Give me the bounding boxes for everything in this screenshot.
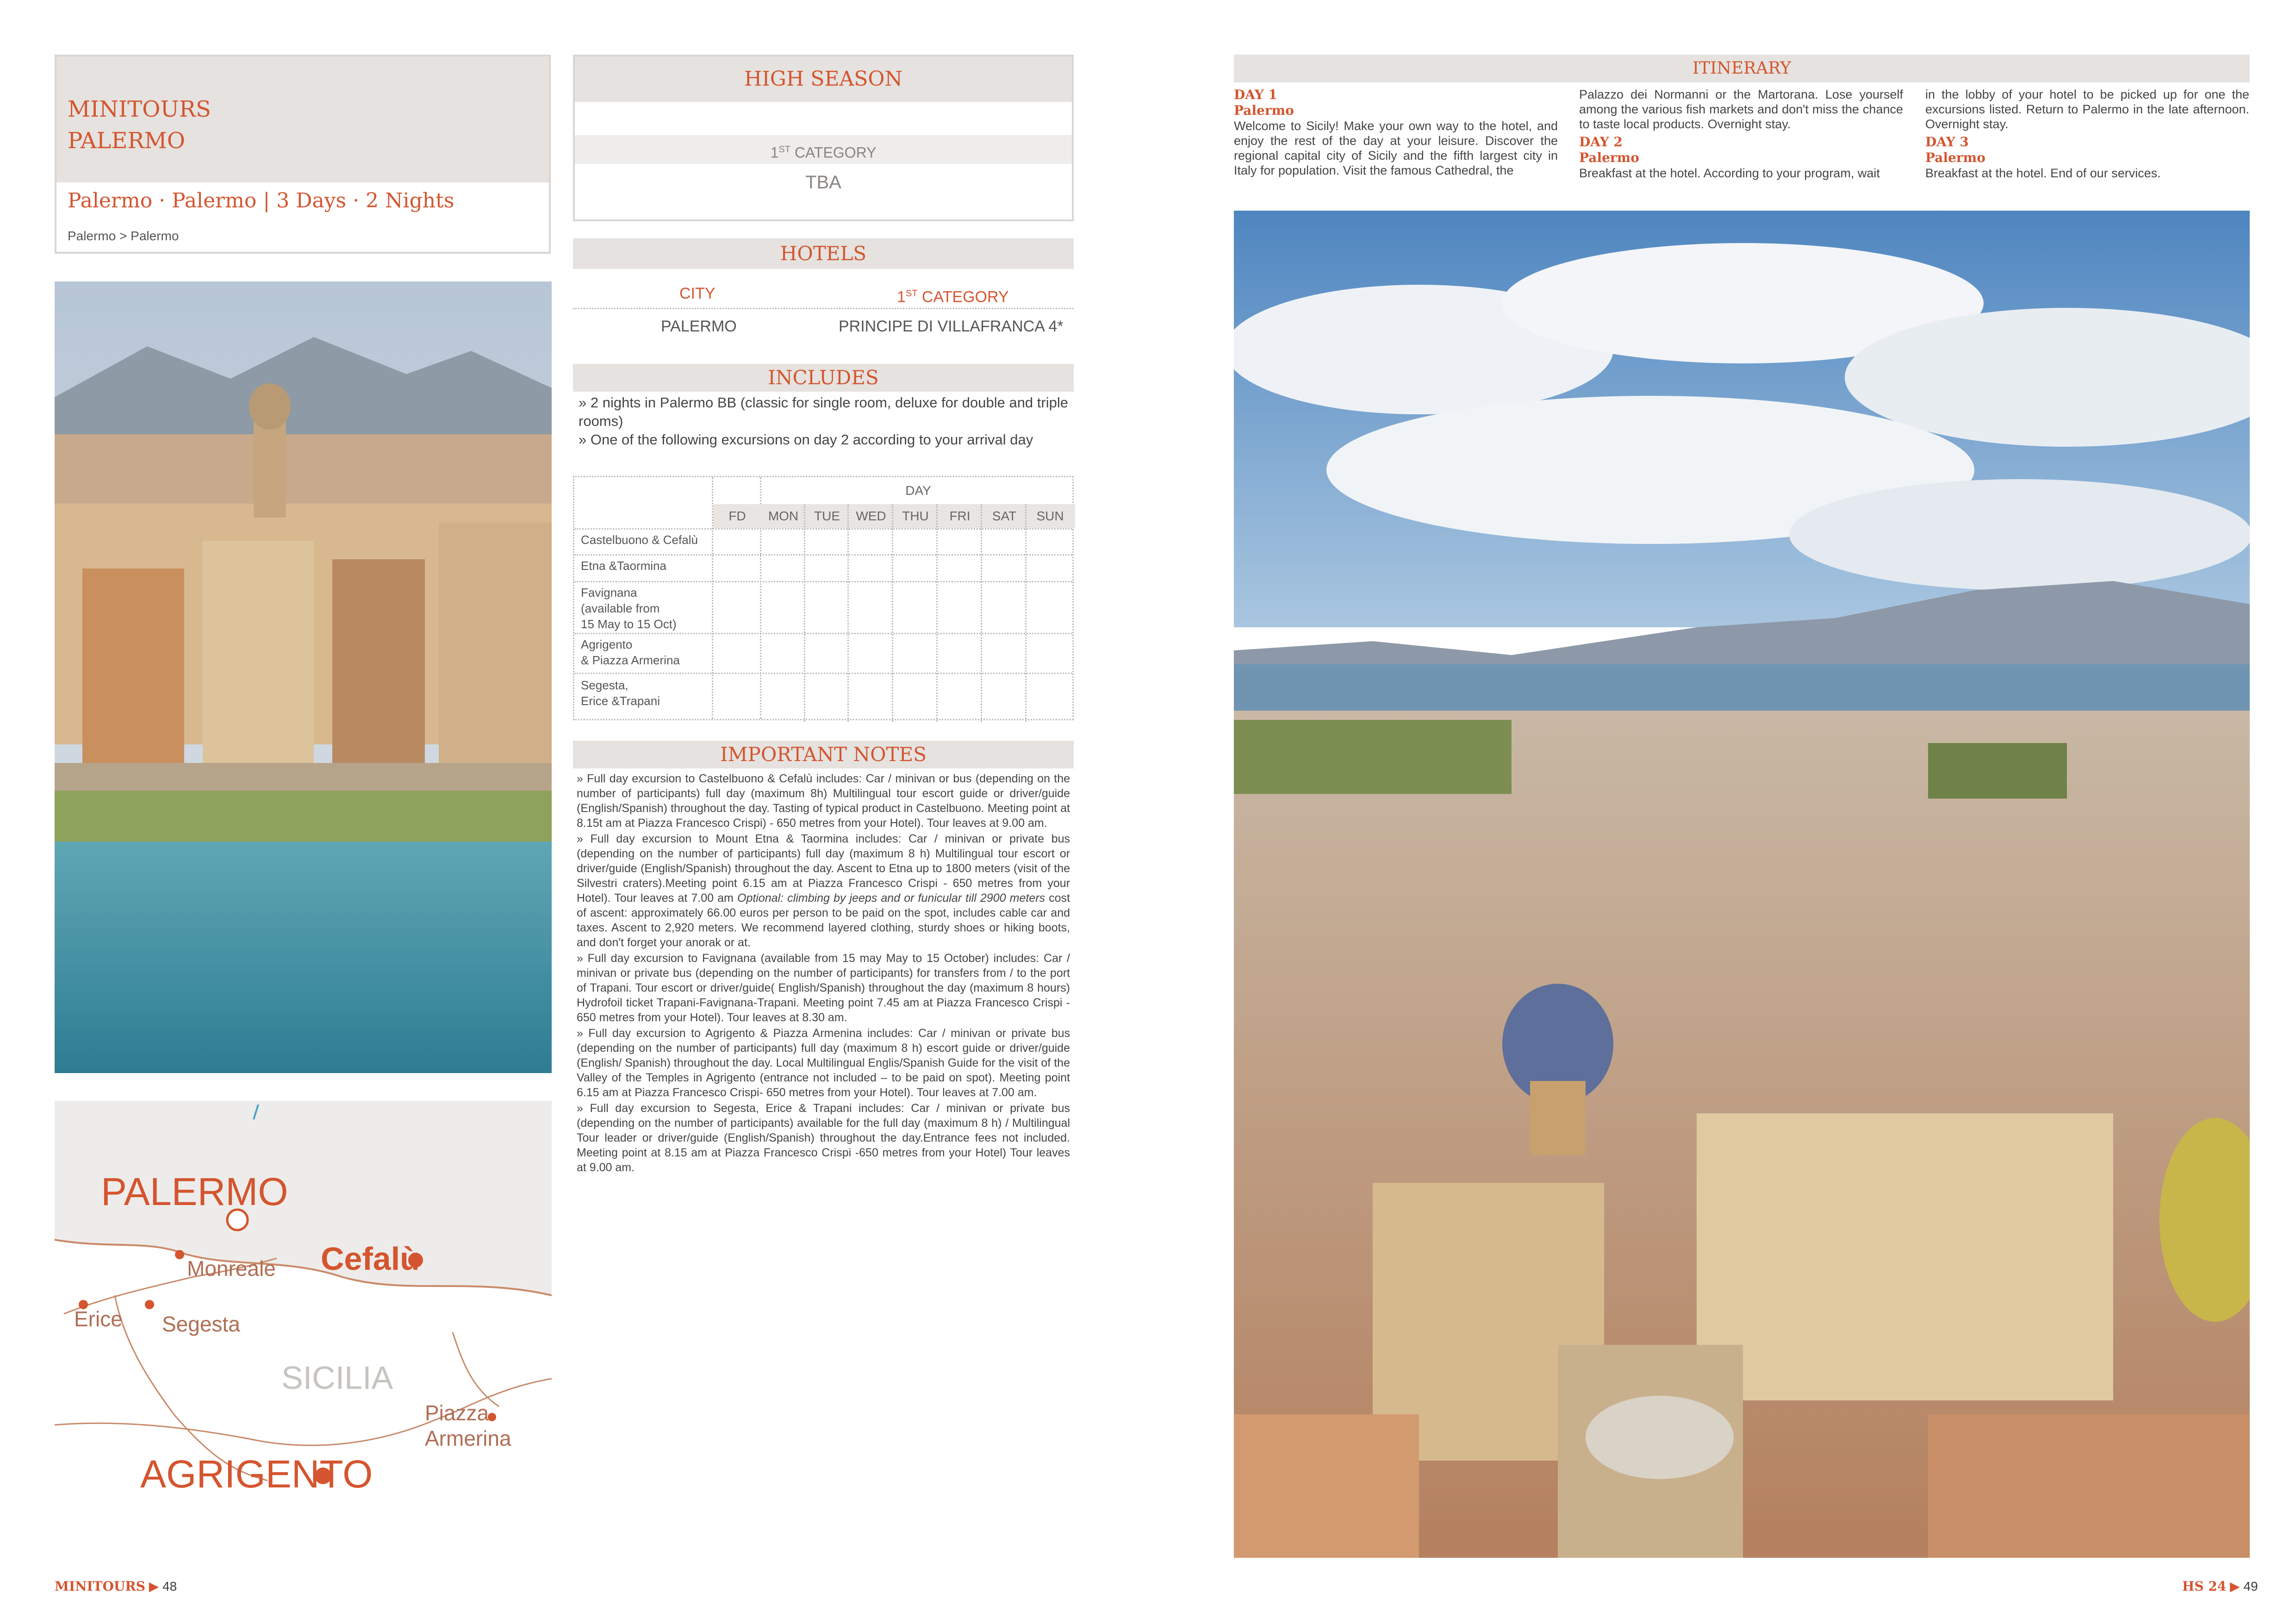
- hotels-row: [573, 311, 1074, 342]
- hotel-name: PRINCIPE DI VILLAFRANCA 4*: [839, 318, 1064, 335]
- hotels-col-city: CITY: [679, 285, 716, 302]
- row-segesta: Segesta, Erice &Trapani: [581, 678, 660, 708]
- high-season-header: HIGH SEASON: [575, 56, 1072, 102]
- palermo-waterfront-photo: [55, 281, 552, 1073]
- itinerary-column-1: [1234, 87, 1558, 178]
- col-thu: THU: [902, 509, 929, 523]
- day3-place: Palermo: [1925, 150, 1985, 165]
- day1-label: DAY 1: [1234, 87, 1277, 102]
- tour-title-box: [55, 55, 551, 254]
- footer-triangle-icon: ▶: [2230, 1579, 2240, 1593]
- row-castelbuono: Castelbuono & Cefalù: [581, 533, 698, 547]
- day3-label: DAY 3: [1925, 134, 1969, 150]
- hotels-col-category: 1ST CATEGORY: [897, 288, 1009, 306]
- col-fd: FD: [728, 509, 746, 523]
- col-sun: SUN: [1036, 509, 1064, 523]
- includes-item: » 2 nights in Palermo BB (classic for single room, deluxe for double and triple rooms): [579, 394, 1068, 429]
- high-season-box: [573, 55, 1074, 221]
- title-line-2: PALERMO: [68, 128, 186, 154]
- note-castelbuono: » Full day excursion to Castelbuono & Cefalù includes: Car / minivan or bus (depending on the number of participants) full day (maximum 8h) Multilingual tour escort guide or driver/guide (English/Spanish) throughout the day. Tasting of typical product in Castelbuono. Meeting point at 8.15t am at Piazza Francesco Crispi) - 650 metres from your Hotel). Tour leaves at 9.00 am.: [577, 772, 1070, 830]
- itinerary-column-3: [1925, 87, 2249, 181]
- col-wed: WED: [856, 509, 886, 523]
- right-footer: [2182, 1579, 2258, 1594]
- map-label-monreale: Monreale: [187, 1256, 276, 1280]
- sicily-route-map: [55, 1101, 552, 1557]
- includes-header: INCLUDES: [573, 364, 1074, 392]
- row-agrigento: Agrigento & Piazza Armerina: [581, 637, 680, 667]
- hotels-header: HOTELS: [573, 238, 1074, 269]
- note-favignana: » Full day excursion to Favignana (available from 15 may May to 15 October) includes: Car / minivan or private bus (depending on the number of participants) for transfers from / to the port of Trapani. Tour escort or driver/guide( English/Spanish) throughout the day (maximum 8 hours) Hydrofoil ticket Trapani-Favignana-Trapani. Meeting point 7.45 am at Piazza Francesco Crispi - 650 metres from your Hotel). Tour leaves at 8.30 am.: [577, 952, 1070, 1024]
- title-header-band: [56, 56, 549, 182]
- map-label-palermo: PALERMO: [101, 1170, 288, 1213]
- footer-page-number: 48: [162, 1579, 177, 1593]
- notes-list: [573, 771, 1074, 1176]
- footer-triangle-icon: ▶: [149, 1579, 159, 1593]
- col-fri: FRI: [949, 509, 971, 523]
- hotels-column-headers: [573, 278, 1074, 309]
- footer-section-label: MINITOURS: [55, 1579, 145, 1594]
- footer-page-number: 49: [2243, 1579, 2258, 1593]
- note-agrigento: » Full day excursion to Agrigento & Piazza Armenina includes: Car / minivan or private bus (depending on the number of participants) full day (maximum 8 h) escort guide or driver/guide (English/ Spanish) throughout the day. Local Multilingual Englis/Spanish Guide for the visit of the Valley of the Temples in Agrigento (entrance not included – to be paid on spot). Meeting point 6.15 am at Piazza Francesco Crispi- 650 metres from your Hotel). Tour leaves at 7.00 am.: [577, 1027, 1070, 1099]
- excursion-day-table: [573, 476, 1074, 720]
- high-season-category: 1ST CATEGORY: [575, 135, 1072, 164]
- row-etna: Etna &Taormina: [581, 559, 666, 573]
- note-etna: » Full day excursion to Mount Etna & Taormina includes: Car / minivan or private bus (depending on the number of participants) full day (maximum 8 h) Multilingual tour escort or driver/guide (English/Spanish) throughout the day. Ascent to Etna up to 1800 meters (visit of the Silvestri craters).Meeting point 6.15 am at Piazza Francesco Crispi - 650 metres from your Hotel). Tour leaves at 7.00 am Optional: climbing by jeeps and or funicular till 2900 meters cost of ascent: approximately 66.00 euros per person to be paid on the spot, includes cable car and taxes. Ascent to 2,920 meters. We recommend layered clothing, sturdy shoes or hiking boots, and don't forget your anorak or at.: [577, 832, 1070, 949]
- map-label-erice: Erice: [74, 1307, 123, 1331]
- high-season-price: TBA: [805, 172, 841, 193]
- footer-section-label: HS 24: [2182, 1579, 2227, 1594]
- day1-text: Welcome to Sicily! Make your own way to the hotel, and enjoy the rest of the day at your leisure. Discover the regional capital city of Sicily and the fifth largest city in Italy for population. Visit the famous Cathedral, the: [1234, 119, 1558, 177]
- day2-text-cont: in the lobby of your hotel to be picked up for one the excursions listed. Return to Palermo in the late afternoon. Overnight stay.: [1925, 87, 2249, 131]
- route-summary: Palermo · Palermo | 3 Days · 2 Nights: [68, 189, 454, 212]
- map-label-segesta: Segesta: [162, 1312, 240, 1336]
- col-mon: MON: [768, 509, 799, 523]
- day2-label: DAY 2: [1579, 134, 1623, 150]
- map-label-agrigento: AGRIGENTO: [140, 1452, 373, 1496]
- col-sat: SAT: [992, 509, 1017, 523]
- map-label-piazza: Piazza: [425, 1401, 489, 1425]
- title-line-1: MINITOURS: [68, 96, 211, 122]
- itinerary-header: ITINERARY: [1234, 55, 2250, 82]
- hotel-city: PALERMO: [661, 318, 737, 335]
- map-label-sicilia: SICILIA: [281, 1360, 393, 1396]
- day2-text: Breakfast at the hotel. According to your program, wait: [1579, 166, 1880, 180]
- row-favignana: Favignana (available from 15 May to 15 Oct): [581, 586, 677, 631]
- day1-text-cont: Palazzo dei Normanni or the Martorana. Lose yourself among the various fish markets and don't miss the chance to taste local products. Overnight stay.: [1579, 87, 1903, 131]
- map-label-cefalu: Cefalù: [321, 1241, 420, 1277]
- col-tue: TUE: [814, 509, 840, 523]
- day3-text: Breakfast at the hotel. End of our services.: [1925, 166, 2161, 180]
- left-footer: [55, 1579, 177, 1594]
- day2-place: Palermo: [1579, 150, 1639, 165]
- day1-place: Palermo: [1234, 103, 1294, 118]
- note-segesta: » Full day excursion to Segesta, Erice & Trapani includes: Car / minivan or private bus (depending on the number of participants) available for the full day (maximum 8 h) / Multilingual Tour leader or driver/guide (English/Spanish) throughout the day.Entrance fees not included. Meeting point at 8.15 am at Piazza Francesco Crispi -650 metres from your Hotel) Tour leaves at 9.00 am.: [577, 1102, 1070, 1174]
- map-label-armerina: Armerina: [425, 1426, 511, 1450]
- notes-header: IMPORTANT NOTES: [573, 741, 1074, 768]
- high-season-blank-row: [575, 102, 1072, 135]
- includes-item: » One of the following excursions on day 2 according to your arrival day: [579, 431, 1033, 448]
- includes-list: [573, 394, 1074, 449]
- itinerary-column-2: [1579, 87, 1903, 181]
- palermo-aerial-photo: [1234, 211, 2250, 1558]
- day-group-header: DAY: [905, 483, 931, 498]
- route-subtitle: Palermo > Palermo: [68, 229, 179, 243]
